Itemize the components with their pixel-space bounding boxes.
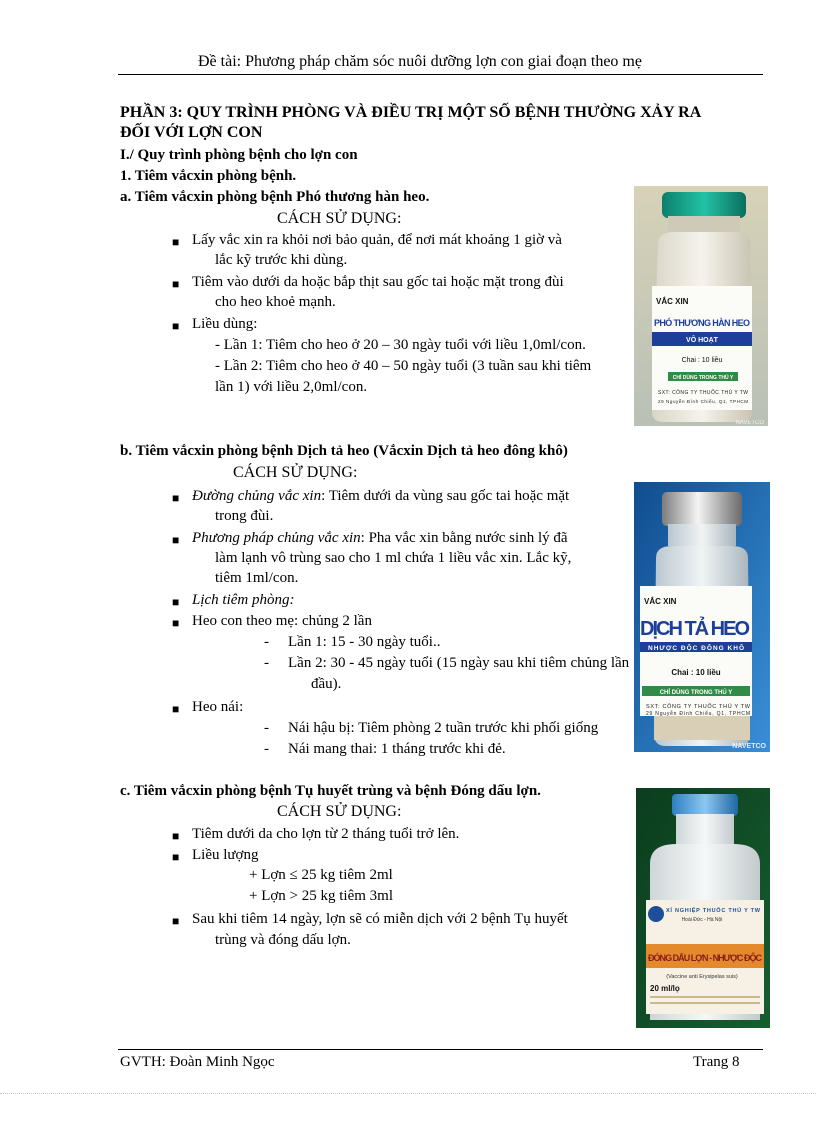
dash-icon: -	[264, 655, 269, 671]
watermark-text: NAVETCO	[735, 420, 764, 426]
bullet-icon: ■	[172, 491, 180, 505]
page-bottom-edge	[0, 1093, 816, 1094]
b-sow1: Nái hậu bị: Tiêm phòng 2 tuần trước khi phối giống	[288, 720, 599, 736]
vial-brand-text: VẮC XIN	[644, 597, 677, 606]
a-bullet2-line2: cho heo khoẻ mạnh.	[215, 294, 336, 310]
bullet-icon: ■	[172, 829, 180, 843]
bullet-icon: ■	[172, 277, 180, 291]
bullet-icon: ■	[172, 850, 180, 864]
b-bullet1-line1	[192, 488, 569, 505]
subsection-heading: 1. Tiêm vắcxin phòng bệnh.	[120, 168, 297, 184]
bottle-maker-text: XÍ NGHIỆP THUỐC THÚ Y TW	[666, 908, 760, 914]
bottle-latin-text: (Vaccine anti Erysipelas suis)	[666, 974, 738, 980]
vial-note-text: CHỈ DÙNG TRONG THÚ Y	[659, 690, 733, 696]
c-bullet1: Tiêm dưới da cho lợn từ 2 tháng tuổi trở lên.	[192, 826, 460, 842]
bullet-icon: ■	[172, 533, 180, 547]
section-a-title: a. Tiêm vắcxin phòng bệnh Phó thương hàn heo.	[120, 189, 430, 205]
dash-icon: -	[264, 741, 269, 757]
c-dose-small: + Lợn ≤ 25 kg tiêm 2ml	[249, 867, 393, 883]
vaccine-photo-typhoid	[634, 186, 768, 426]
vial-dose-text: Chai : 10 liều	[671, 668, 721, 677]
vial-name-text: PHÓ THƯƠNG HÀN HEO	[654, 318, 750, 328]
bullet-icon: ■	[172, 595, 180, 609]
c-bullet2: Liều lượng	[192, 847, 259, 863]
bottle-volume-text: 20 ml/lọ	[650, 984, 680, 993]
bullet-icon: ■	[172, 235, 180, 249]
section-a-usage: CÁCH SỬ DỤNG:	[277, 210, 402, 227]
a-bullet1-line1: Lấy vắc xin ra khỏi nơi bảo quản, để nơi mát khoảng 1 giờ và	[192, 232, 562, 248]
a-bullet1-line2: lắc kỹ trước khi dùng.	[215, 252, 348, 268]
watermark-text: NAVETCO	[732, 743, 766, 750]
vial-address-text: 29 Nguyễn Đình Chiểu, Q1, TPHCM	[658, 399, 748, 404]
b-bullet3: Lịch tiêm phòng:	[192, 592, 295, 608]
vial-dose-text: Chai : 10 liều	[681, 357, 723, 364]
running-header: Đề tài: Phương pháp chăm sóc nuôi dưỡng lợn con giai đoạn theo mẹ	[198, 53, 642, 70]
b-bullet1-text: : Tiêm dưới da vùng sau gốc tai hoặc mặt	[321, 488, 570, 504]
a-dose2-line2: lần 1) với liều 2,0ml/con.	[215, 379, 368, 395]
bottle-name-text: ĐÓNG DẤU LỢN - NHƯỢC ĐỘC	[648, 953, 762, 963]
vial-brand-text: VẮC XIN	[656, 297, 689, 306]
bullet-icon: ■	[172, 319, 180, 333]
vial-name-text: DỊCH TẢ HEO	[640, 618, 750, 640]
bottle-address-text: Hoài Đức - Hà Nội	[681, 917, 723, 923]
vial-address-text: 29 Nguyễn Đình Chiểu, Q1, TPHCM	[646, 711, 750, 717]
vial-band-text: VÔ HOẠT	[686, 337, 718, 344]
b-bullet2-text: : Pha vắc xin bằng nước sinh lý đã	[360, 530, 568, 546]
bottle-illustration	[636, 788, 770, 1028]
c-bullet3-line2: trùng và đóng dấu lợn.	[215, 932, 351, 948]
vial-band-text: NHƯỢC ĐỘC ĐÔNG KHÔ	[648, 645, 744, 652]
bullet-icon: ■	[172, 616, 180, 630]
footer-rule	[118, 1049, 763, 1050]
b-bullet5: Heo nái:	[192, 699, 244, 715]
c-bullet3-line1: Sau khi tiêm 14 ngày, lợn sẽ có miễn dịch với 2 bệnh Tụ huyết	[192, 911, 568, 927]
footer-page-number: Trang 8	[693, 1054, 740, 1070]
vaccine-photo-erysipelas	[636, 788, 770, 1028]
dash-icon: -	[264, 720, 269, 736]
b-bullet2-line1	[192, 530, 568, 547]
a-bullet2-line1: Tiêm vào dưới da hoặc bắp thịt sau gốc tai hoặc mặt trong đùi	[192, 274, 564, 290]
vial-note-text: CHỈ DÙNG TRONG THÚ Y	[672, 375, 734, 381]
b-bullet1-line2: trong đùi.	[215, 508, 274, 524]
part-title-line2: ĐỐI VỚI LỢN CON	[120, 124, 263, 141]
b-bullet2-line2: làm lạnh vô trùng sao cho 1 ml chứa 1 liều vắc xin. Lắc kỹ,	[215, 550, 572, 566]
b-sow2: Nái mang thai: 1 tháng trước khi đẻ.	[288, 741, 506, 757]
vial-maker-text: SXT: CÔNG TY THUỐC THÚ Y TW	[658, 390, 748, 396]
section-heading: I./ Quy trình phòng bệnh cho lợn con	[120, 147, 358, 163]
dash-icon: -	[264, 634, 269, 650]
part-title-line1: PHẦN 3: QUY TRÌNH PHÒNG VÀ ĐIỀU TRỊ MỘT SỐ BỆNH THƯỜNG XẢY RA	[120, 104, 702, 121]
section-c-usage: CÁCH SỬ DỤNG:	[277, 803, 402, 820]
b-bullet4: Heo con theo mẹ: chủng 2 lần	[192, 613, 372, 629]
b-bullet1-term: Đường chủng vắc xin	[192, 488, 322, 504]
a-bullet3: Liều dùng:	[192, 316, 258, 332]
section-c-title: c. Tiêm vắcxin phòng bệnh Tụ huyết trùng và bệnh Đóng dấu lợn.	[120, 783, 541, 799]
b-bullet2-term: Phương pháp chủng vắc xin	[192, 530, 361, 546]
bullet-icon: ■	[172, 914, 180, 928]
b-sched2-line1: Lần 2: 30 - 45 ngày tuổi (15 ngày sau khi tiêm chủng lần	[288, 655, 630, 671]
c-dose-large: + Lợn > 25 kg tiêm 3ml	[249, 888, 394, 904]
b-sched2-line2: đầu).	[311, 676, 342, 692]
section-b-title: b. Tiêm vắcxin phòng bệnh Dịch tả heo (Vắcxin Dịch tả heo đông khô)	[120, 443, 568, 459]
vial-illustration	[634, 186, 768, 426]
footer-author: GVTH: Đoàn Minh Ngọc	[120, 1054, 275, 1070]
a-dose1: - Lần 1: Tiêm cho heo ở 20 – 30 ngày tuổi với liều 1,0ml/con.	[215, 337, 586, 353]
section-b-usage: CÁCH SỬ DỤNG:	[233, 464, 358, 481]
vial-maker-text: SXT: CÔNG TY THUỐC THÚ Y TW	[646, 704, 750, 710]
vaccine-photo-swine-fever	[634, 482, 770, 752]
b-sched1: Lần 1: 15 - 30 ngày tuổi..	[288, 634, 441, 650]
header-rule	[118, 74, 763, 75]
bullet-icon: ■	[172, 702, 180, 716]
b-bullet2-line3: tiêm 1ml/con.	[215, 570, 299, 586]
vial-illustration	[634, 482, 770, 752]
a-dose2-line1: - Lần 2: Tiêm cho heo ở 40 – 50 ngày tuổi (3 tuần sau khi tiêm	[215, 358, 592, 374]
